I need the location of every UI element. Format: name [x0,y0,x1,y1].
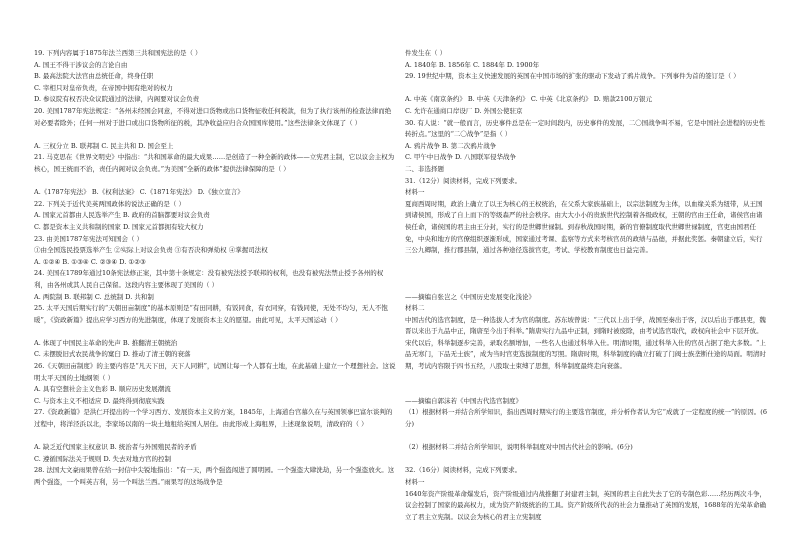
left-column [34,48,396,489]
text-line: A. 中英《南京条约》 B. 中英《天津条约》 C. 中英《北京条约》 D. 赔款2100万银元 [405,95,652,104]
text-line: 24. 美国在1789年通过10条宪法修正案，其中第十条规定：没有被宪法授予联邦的权利，也没有被宪法禁止授予各州的权利，由各州或其人民自己保留。这段内容主要体现了美国的（ ） [34,269,384,289]
text-line: 1640年资产阶级革命爆发后，资产阶级通过内战推翻了封建君主制，英国的君主自此失去了它的专制色彩……经历两次斗争，议会控制了国家的最高权力，成为资产阶级统治的工具。资产阶级所代表的社会力量推动了英国的发展，1688年的光荣革命确立了君主立宪制。以议会为核心的君主立宪制度 [405,489,767,521]
text-line: A. ①②④ B. ①③④ C. ②③④ D. ①②③ [34,257,146,266]
text-line [405,454,767,466]
text-line [405,431,767,443]
text-line: 21. 马克思在《世界文明史》中指出：“共和国革命的最大成果……是创造了一种全新的政体——立宪君主制，它以议会主权为核心，国王统而不治，责任内阁对议会负责。”为美国“全新的政体”提供法律保障的是（ ） [34,153,395,173]
text-line: C. 未摆脱旧式农民战争的窠臼 D. 推动了清王朝的衰落 [34,350,191,359]
text-line: C. 允许在通商口岸设厂 D. 外国公使驻京 [405,106,523,115]
text-line: C. 甲午中日战争 D. 八国联军侵华战争 [405,153,517,162]
text-line: ——摘编自张岂之《中国历史发展变化浅论》 [405,292,535,301]
text-line: C. 遵循国际法关于规则 D. 失去对地方官的控制 [34,454,172,463]
text-line: 件发生在（ ） [405,49,447,57]
text-line: 29. 19世纪中期，资本主义快速发展的英国在中国市场的扩张的驱动下发动了鸦片战争。下列事件为首的签订是（ ） [405,72,740,81]
text-line: 27.《资政新篇》是洪仁玕提出的一个学习西方、发展资本主义的方案，1845年，上海道台宫慕久在与英国领事巴富尔谈判的过程中，将洋泾浜以北，李家场以南的一块土地租给英国人居住。由此形成上海租界，上述现象说明，清政府的（ ） [34,408,393,429]
text-line: 19. 下列内容属于1875年法兰西第三共和国宪法的是（ ） [34,49,202,57]
text-line: C. 与资本主义不相适应 D. 最终得到彻底实践 [34,396,165,405]
text-line: 中国古代的选官制度，是一种选拔人才为官的制度。苏东坡曾说：“三代以上出于学，战国至秦出于客，汉以后出于郡县吏，魏晋以来出于九品中正，隋唐至今出于科举。”隋唐实行九品中正制，到隋时被废除，由考试选官取代，政权向社会中下层开放。宋代以后，科举制逐步完善，录取名额增加，一些名人也通过科举入仕。明清时期，通过科举入仕的官员占据了绝大多数。“上品无寒门，下品无士族”，成为当时官吏选拔制度的写照。隋唐时期，科举制度的确立打破了门阀士族垄断仕途的局面。明清时期，考试内容限于四书五经，八股取士束缚了思想，科举制度最终走向衰落。 [405,315,766,371]
text-line: 25. 太平天国后期实行的“天朝田亩制度”的基本原则是“有田同耕，有饭同食，有衣同穿，有钱同使，无处不均匀，无人不饱暖”，《资政新篇》提出应学习西方的先进制度，体现了发展资本主义的愿望。由此可见，太平天国运动（ ） [34,304,388,324]
text-line: A. 体现了中国民主革命的先声 B. 推翻清王朝统治 [34,338,178,347]
text-line: 28. 法国大文豪雨果曾在给一封信中尖锐地指出：“有一天，两个强盗闯进了圆明园。一个强盗大肆洗劫，另一个强盗放火。这两个强盗，一个叫英吉利，另一个叫法兰西。”雨果写的这场战争是 [34,466,395,487]
text-line: C. 宰相只对皇帝负责，在帝国中拥有绝对的权力 [34,83,173,92]
text-line: C. 都是资本主义共和制的国家 D. 国家元首都拥有较大权力 [34,222,204,231]
text-line: ——摘编自郭沫若《中国古代选官制度》 [405,396,522,405]
text-line: 20. 美国1787年宪法规定：“各州未经国会同意，不得对进口货物或出口货物征收任何税款，但为了执行该州的检查法律而绝对必要者除外；任何一州对于进口或出口货物所征的税，其净收益应归合众国国库使用。”这些法律条文体现了（ ） [34,106,392,127]
text-line: A. 国王不得干涉议会的言论自由 [34,60,128,69]
text-line: 32.（16分）阅读材料，完成下列要求。 [405,466,522,475]
text-line: 22. 下列关于近代美英两国政体的说法正确的是（ ） [34,199,185,208]
text-line: （1）根据材料一并结合所学知识，指出西周时期实行的主要选官制度，并分析作者认为它“成就了一定程度的统一”的原因。(6分) [405,408,767,429]
text-line: 30. 有人说：“就一般而言，历史事件总是在一定时间段内，历史事件的发展，二〇国战争叫不易，它是中国社会进程的历史性转折点。”这里的“二〇战争”是指（ ） [405,118,766,139]
right-column [405,48,767,523]
text-line: D. 参议院有权否决众议院通过的法律，内阁要对议会负责 [34,95,200,104]
text-line: 夏商西周时期，政治上确立了以王为核心的王权统治，在父系大家族基础上，以宗法制度为主体，以血缘关系为纽带，从王国到诸侯国，形成了自上而下的等级森严的社会秩序。由大大小小的贵族世代控制着各级政权，王朝的官由王任命，诸侯官由诸侯任命，诸侯国的君主由王分封，实行的是世卿世禄制。到春秋战国时期，新的官僚制度取代世卿世禄制度，官吏由国君任免，中央和地方的官僚组织逐渐形成，国家通过考课、监察等方式来考核官员的政绩与品德，并据此奖惩。秦朝建立后，实行三公九卿制，推行郡县制，通过各种途径选拔官吏，考试、学校教育制度也日益完善。 [405,199,763,255]
text-line: A. 缺乏近代国家主权意识 B. 统治者与外国殖民者的矛盾 [34,443,197,452]
text-line: A. 具有空想社会主义色彩 B. 顺应历史发展潮流 [34,385,171,394]
section-heading: 二、非选择题 [405,164,444,173]
text-line: 31.（12分）阅读材料，完成下列要求。 [405,176,522,185]
text-line: 26.《天朝田亩制度》的主要内容是“凡天下田，天下人同耕”，试图让每一个人都有土地，在此基础上建立一个理想社会。这说明太平天国的土地纲领（ ） [34,362,396,382]
text-line: B. 最高法院大法官由总统任命，终身任职 [34,72,154,81]
text-line: 23. 由美国1787年宪法可知国会（ ） [34,234,144,243]
text-line: （2）根据材料二并结合所学知识，说明科举制度对中国古代社会的影响。(6分) [405,443,633,452]
text-line: A.《1787年宪法》 B.《权利法案》 C.《1871年宪法》 D.《独立宣言》 [34,188,244,197]
text-line: A. 两院制 B. 联邦制 C. 总统制 D. 共和制 [34,292,154,301]
text-line: A. 1840年 B. 1856年 C. 1884年 D. 1900年 [405,60,540,69]
text-line: A. 国家元首都由人民选举产生 B. 政府的首脑都要对议会负责 [34,211,210,220]
text-line: A. 三权分立 B. 联邦制 C. 民主共和 D. 国会至上 [34,141,174,150]
text-line: ①由全国选民投票选举产生 ②实际上对议会负责 ③有否决和弹劾权 ④掌握司法权 [34,246,268,255]
text-line: 材料一 [405,478,425,487]
text-line: 材料一 [405,188,425,197]
text-line: 材料二 [405,304,425,313]
text-line: A. 鸦片战争 B. 第二次鸦片战争 [405,141,497,150]
